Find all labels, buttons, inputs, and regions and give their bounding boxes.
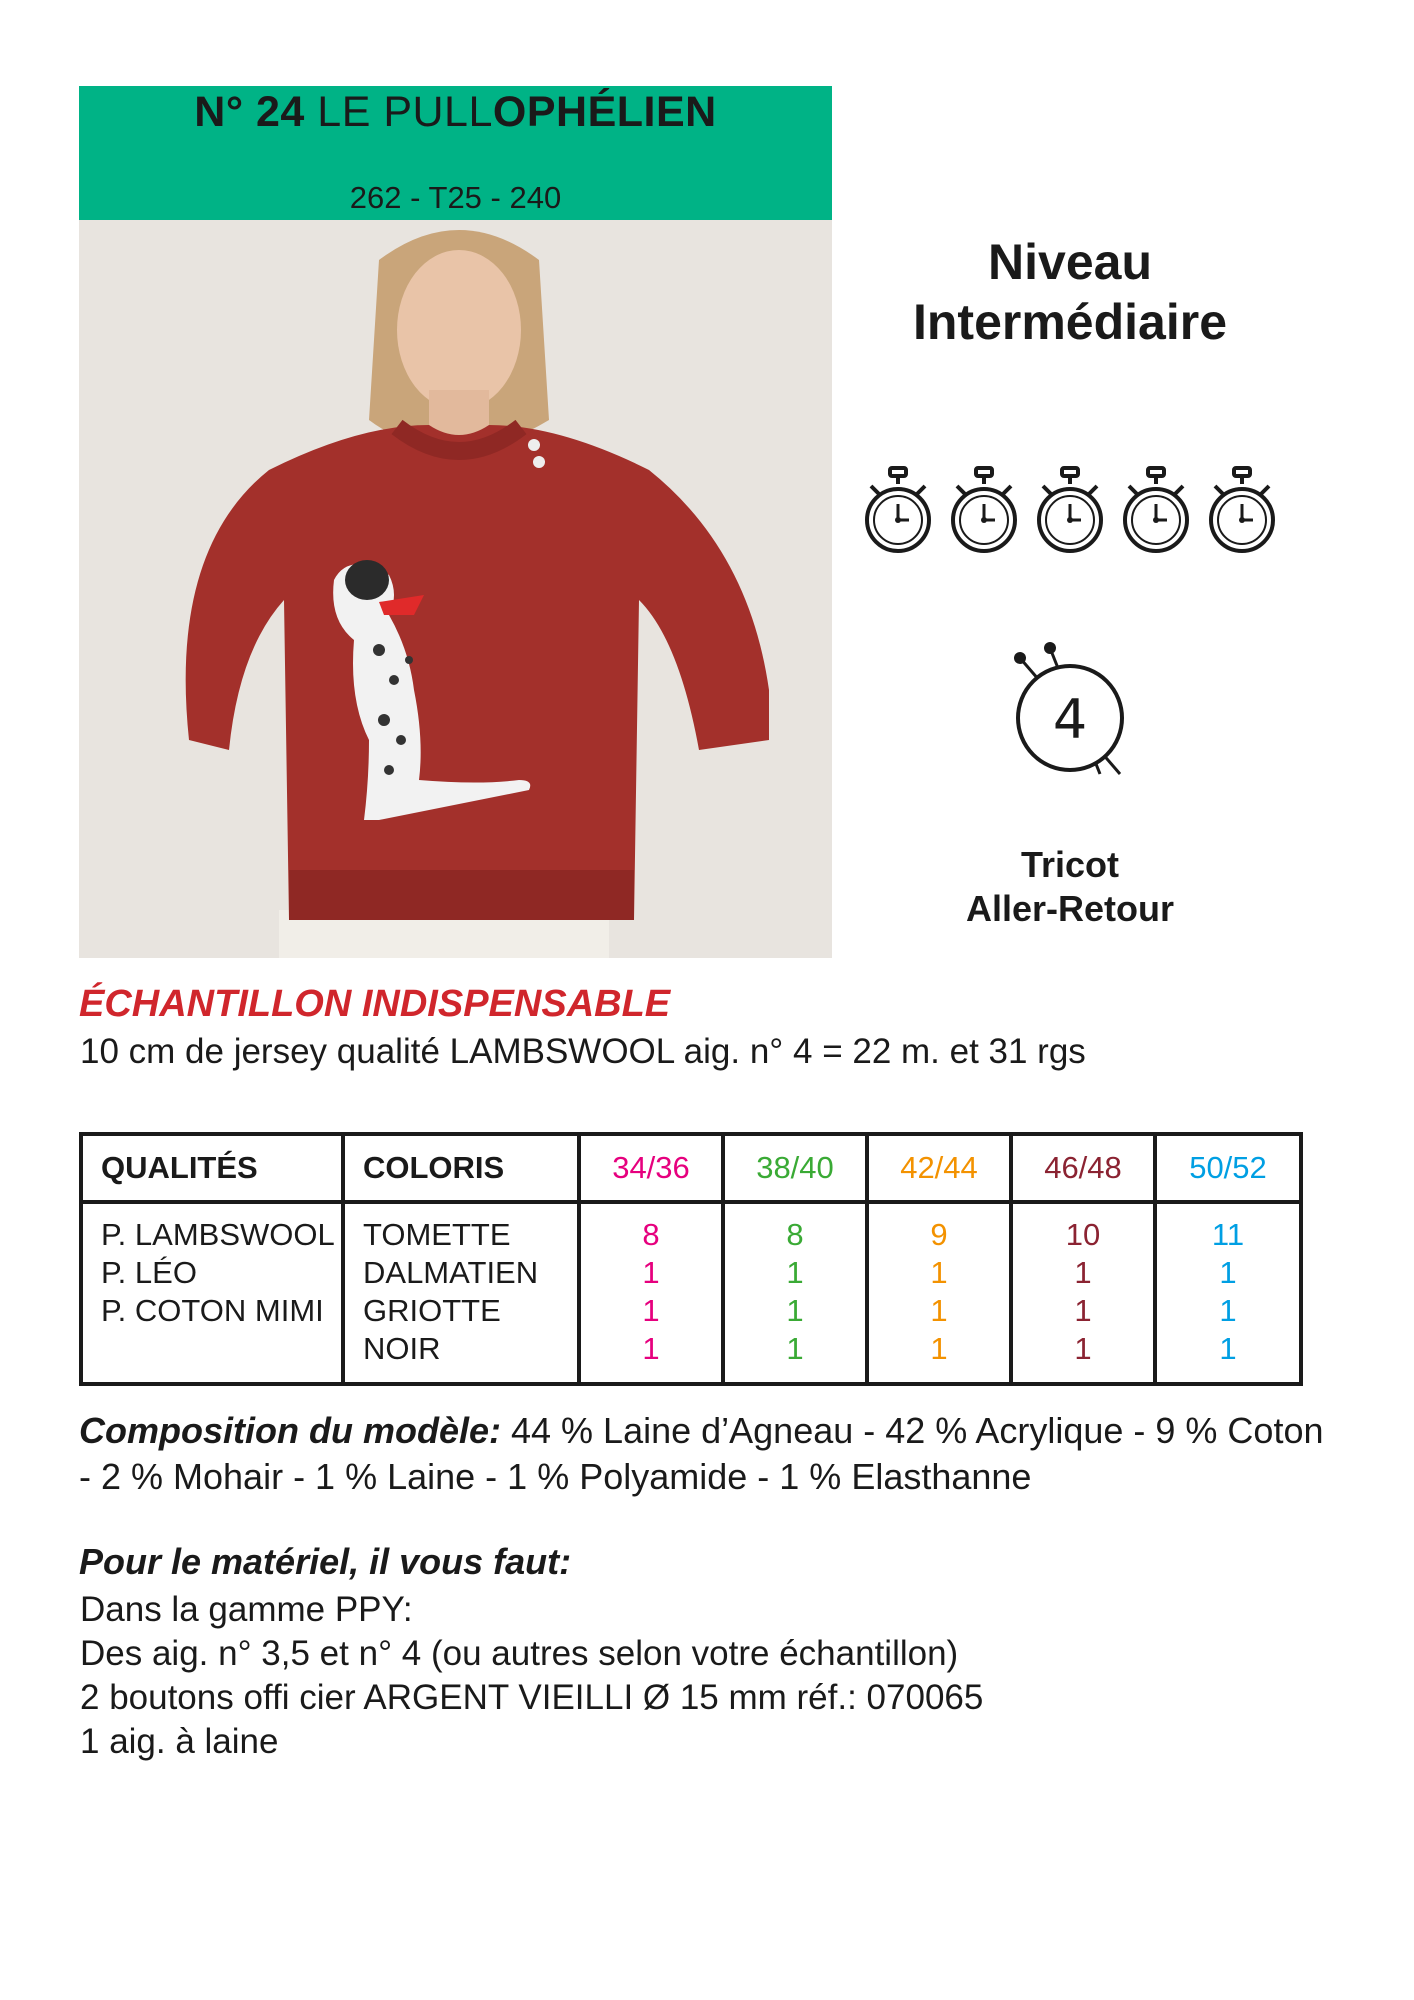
level-label: Niveau — [988, 234, 1152, 290]
header-qualities: QUALITÉS — [81, 1134, 343, 1202]
quantity-value: 1 — [786, 1293, 804, 1328]
quantity-value: 1 — [1074, 1293, 1092, 1328]
yarn-quantities-table — [79, 1132, 1303, 1386]
quantity-value: 1 — [930, 1293, 948, 1328]
quantity-value: 1 — [642, 1293, 660, 1328]
technique-line-1: Tricot — [1020, 844, 1119, 885]
pattern-reference: 262 - T25 - 240 — [349, 180, 562, 215]
header-size-38-40: 38/40 — [723, 1134, 867, 1202]
quality-item — [101, 1330, 341, 1368]
stopwatch-icon — [1035, 466, 1105, 556]
knitting-technique — [860, 843, 1280, 931]
quantity-value: 1 — [1219, 1331, 1237, 1366]
header-size-34-36: 34/36 — [579, 1134, 723, 1202]
material-item: Des aig. n° 3,5 et n° 4 (ou autres selon votre échantillon) — [80, 1634, 959, 1673]
sample-title: ÉCHANTILLON INDISPENSABLE — [79, 983, 671, 1025]
table-header-row — [81, 1134, 1301, 1202]
model-photo — [79, 220, 832, 958]
quantity-value: 1 — [1219, 1255, 1237, 1290]
pattern-number: N° 24 — [194, 88, 305, 136]
quantity-value: 8 — [786, 1217, 804, 1252]
qty-cell-38-40 — [723, 1202, 867, 1384]
quantity-value: 1 — [1219, 1293, 1237, 1328]
knitting-needle-badge-icon — [1008, 636, 1128, 786]
colors-cell — [343, 1202, 579, 1384]
material-item: 2 boutons offi cier ARGENT VIEILLI Ø 15 mm réf.: 070065 — [80, 1678, 984, 1717]
sample-gauge: 10 cm de jersey qualité LAMBSWOOL aig. n° 4 = 22 m. et 31 rgs — [80, 1032, 1086, 1071]
qty-cell-42-44 — [867, 1202, 1011, 1384]
pattern-title-light: LE PULL — [317, 88, 493, 136]
materials-list — [80, 1588, 983, 1764]
qty-cell-34-36 — [579, 1202, 723, 1384]
table-row — [81, 1202, 1301, 1384]
materials-title: Pour le matériel, il vous faut: — [79, 1541, 572, 1582]
level-value: Intermédiaire — [912, 294, 1227, 350]
header-size-42-44: 42/44 — [867, 1134, 1011, 1202]
difficulty-timers — [860, 466, 1280, 562]
pattern-title-bold: OPHÉLIEN — [492, 88, 717, 136]
material-item: Dans la gamme PPY: — [80, 1590, 413, 1629]
color-item: DALMATIEN — [363, 1255, 539, 1290]
color-item: GRIOTTE — [363, 1293, 501, 1328]
composition-text: 44 % Laine d’Agneau - 42 % Acrylique - 9 % Coton - 2 % Mohair - 1 % Laine - 1 % Polyamide - 1 % Elasthanne — [79, 1410, 1324, 1497]
needle-size: 4 — [1052, 688, 1088, 751]
stopwatch-icon — [863, 466, 933, 556]
stopwatch-icon — [949, 466, 1019, 556]
technique-line-2: Aller-Retour — [965, 888, 1175, 929]
quantity-value: 8 — [642, 1217, 660, 1252]
title-banner — [79, 86, 832, 220]
material-item: 1 aig. à laine — [80, 1722, 279, 1761]
quality-item: P. COTON MIMI — [101, 1293, 324, 1328]
difficulty-level — [860, 232, 1280, 352]
quantity-value: 1 — [786, 1255, 804, 1290]
quantity-value: 1 — [786, 1331, 804, 1366]
quantity-value: 9 — [930, 1217, 948, 1252]
quantity-value: 1 — [642, 1331, 660, 1366]
qualities-cell — [81, 1202, 343, 1384]
quality-item: P. LAMBSWOOL — [101, 1217, 335, 1252]
quantity-value: 1 — [642, 1255, 660, 1290]
composition-label: Composition du modèle: — [79, 1410, 501, 1451]
stopwatch-icon — [1121, 466, 1191, 556]
color-item: NOIR — [363, 1331, 441, 1366]
header-size-50-52: 50/52 — [1155, 1134, 1301, 1202]
composition-paragraph — [79, 1408, 1339, 1500]
stopwatch-icon — [1207, 466, 1277, 556]
pattern-title — [79, 86, 832, 138]
quantity-value: 1 — [930, 1255, 948, 1290]
color-item: TOMETTE — [363, 1217, 511, 1252]
qty-cell-50-52 — [1155, 1202, 1301, 1384]
quantity-value: 1 — [930, 1331, 948, 1366]
header-size-46-48: 46/48 — [1011, 1134, 1155, 1202]
quantity-value: 11 — [1211, 1217, 1245, 1252]
sweater-photo-illustration — [79, 220, 832, 958]
header-colors: COLORIS — [343, 1134, 579, 1202]
quantity-value: 10 — [1065, 1217, 1101, 1252]
quantity-value: 1 — [1074, 1331, 1092, 1366]
qty-cell-46-48 — [1011, 1202, 1155, 1384]
quality-item: P. LÉO — [101, 1255, 197, 1290]
quantity-value: 1 — [1074, 1255, 1092, 1290]
